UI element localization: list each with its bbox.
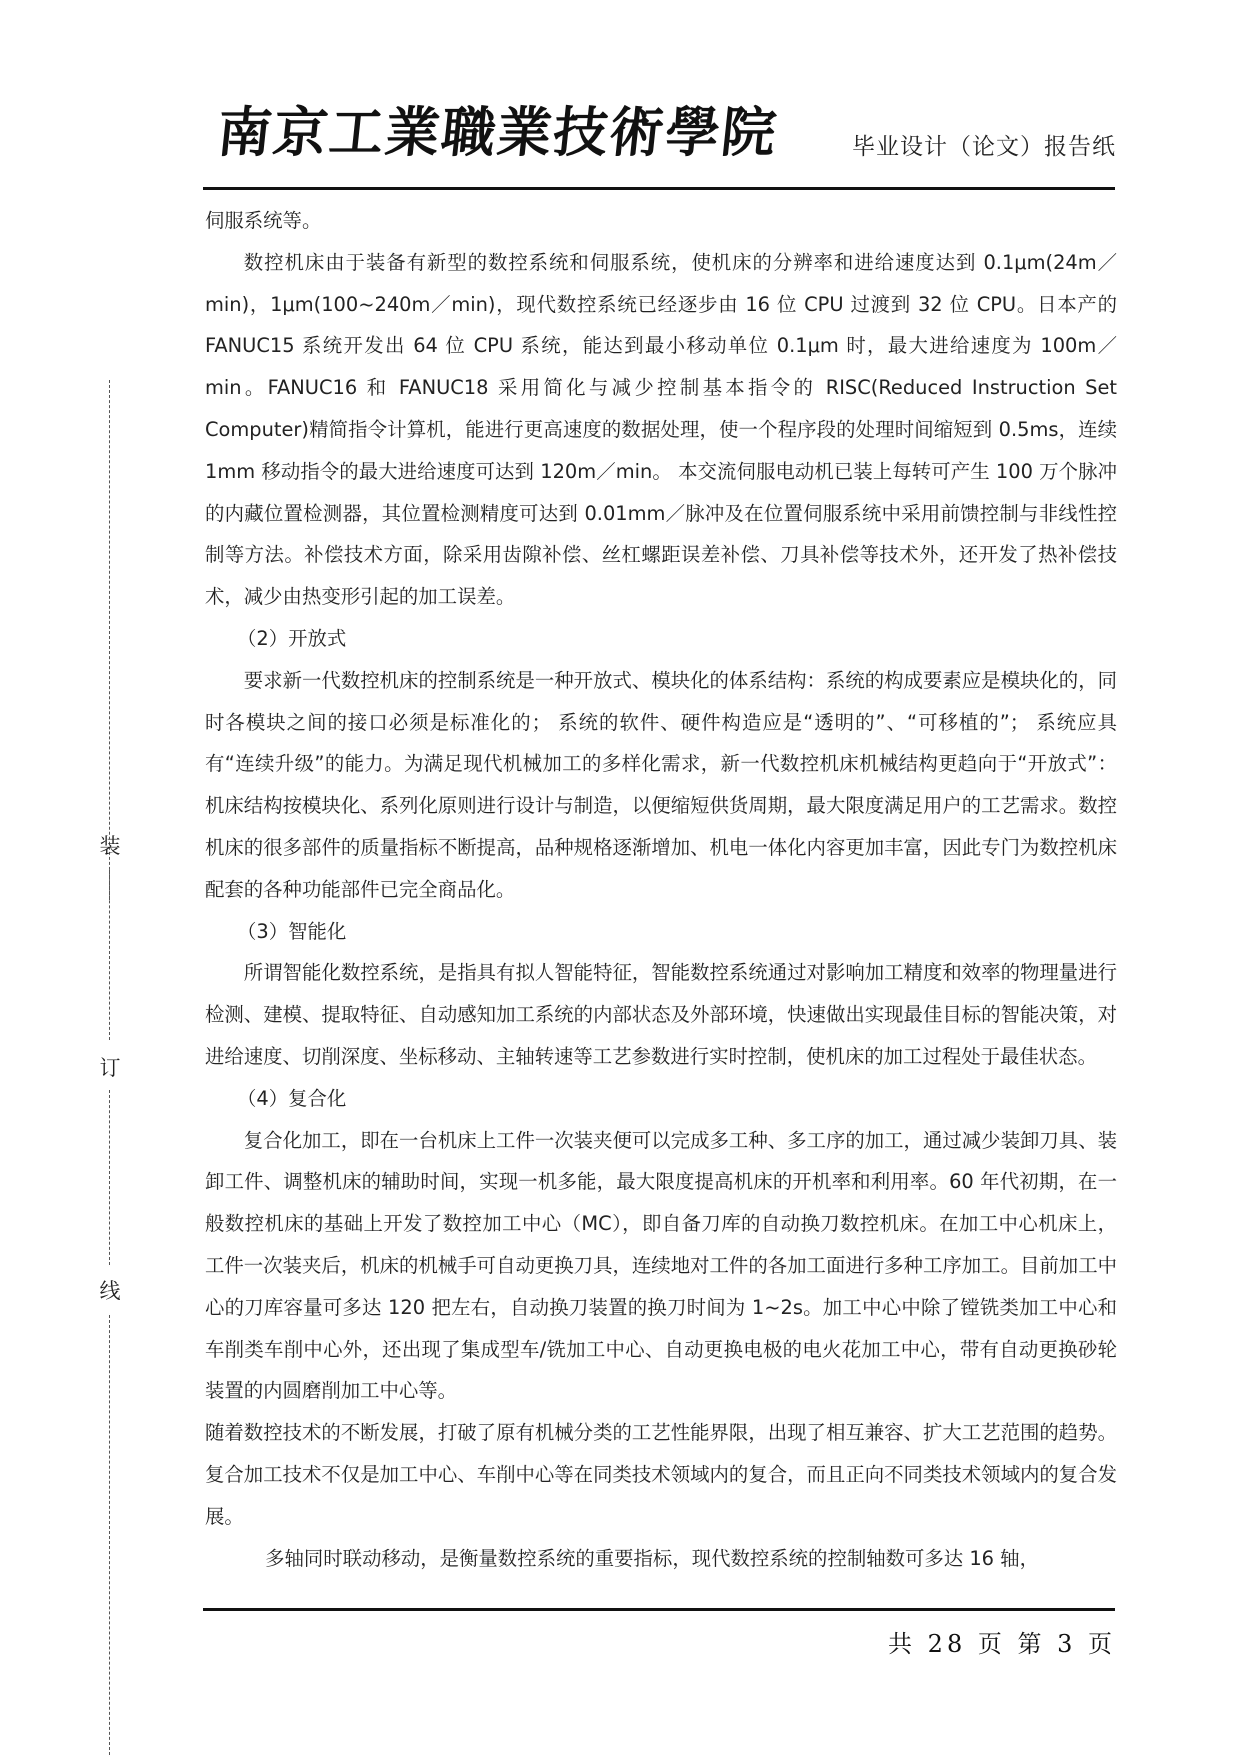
paragraph: 要求新一代数控机床的控制系统是一种开放式、模块化的体系结构：系统的构成要素应是模块化的，同时各模块之间的接口必须是标准化的； 系统的软件、硬件构造应是“透明的”、“可移植的”； 系统应具有“连续升级”的能力。为满足现代机械加工的多样化需求，新一代数控机床机械结构更趋向于“开放式”：机床结构按模块化、系列化原则进行设计与制造，以便缩短供货周期，最大限度满足用户的工艺需求。数控机床的很多部件的质量指标不断提高，品种规格逐渐增加、机电一体化内容更加丰富，因此专门为数控机床配套的各种功能部件已完全商品化。 [205,668,1117,901]
paragraph: 所谓智能化数控系统，是指具有拟人智能特征，智能数控系统通过对影响加工精度和效率的物理量进行检测、建模、提取特征、自动感知加工系统的内部状态及外部环境，快速做出实现最佳目标的智能决策，对进给速度、切削深度、坐标移动、主轴转速等工艺参数进行实时控制，使机床的加工过程处于最佳状态。 [205,961,1117,1068]
binding-char-zhuang: 装 [99,834,121,858]
footer-divider [203,1608,1115,1611]
binding-char-xian: 线 [99,1279,121,1303]
page-number: 共 28 页 第 3 页 [888,1630,1116,1658]
paragraph: 数控机床由于装备有新型的数控系统和伺服系统，使机床的分辨率和进给速度达到 0.1μm(24m／min)，1μm(100~240m／min)，现代数控系统已经逐步由 16 位 CPU 过渡到 32 位 CPU。日本产的 FANUC15 系统开发出 64 位 CPU 系统，能达到最小移动单位 0.1μm 时，最大进给速度为 100m／min。FANUC16 和 FANUC18 采用简化与减少控制基本指令的 RISC(Reduced Instruction Set Computer)精简指令计算机，能进行更高速度的数据处理，使一个程序段的处理时间缩短到 0.5ms，连续 1mm 移动指令的最大进给速度可达到 120m／min。 本交流伺服电动机已装上每转可产生 100 万个脉冲的内藏位置检测器，其位置检测精度可达到 0.01mm／脉冲及在位置伺服系统中采用前馈控制与非线性控制等方法。补偿技术方面，除采用齿隙补偿、丝杠螺距误差补偿、刀具补偿等技术外，还开发了热补偿技术，减少由热变形引起的加工误差。 [205,250,1117,609]
paragraph: 复合化加工，即在一台机床上工件一次装夹便可以完成多工种、多工序的加工，通过减少装卸刀具、装卸工件、调整机床的辅助时间，实现一机多能，最大限度提高机床的开机率和利用率。60 年代初期，在一般数控机床的基础上开发了数控加工中心（MC），即自备刀库的自动换刀数控机床。在加工中心机床上，工件一次装夹后，机床的机械手可自动更换刀具，连续地对工件的各加工面进行多种工序加工。目前加工中心的刀库容量可多达 120 把左右，自动换刀装置的换刀时间为 1~2s。加工中心中除了镗铣类加工中心和车削类车削中心外，还出现了集成型车/铣加工中心、自动更换电极的电火花加工中心，带有自动更换砂轮装置的内圆磨削加工中心等。 [205,1128,1117,1403]
binding-line [96,380,124,1755]
section-heading: （2）开放式 [237,626,347,650]
body-content [205,200,1117,1579]
paragraph: 多轴同时联动移动，是衡量数控系统的重要指标，现代数控系统的控制轴数可多达 16 轴， [265,1546,1039,1570]
section-heading: （4）复合化 [237,1086,347,1110]
binding-dash [109,1315,110,1755]
document-type: 毕业设计（论文）报告纸 [852,134,1116,160]
binding-dash [109,870,110,1040]
paragraph: 伺服系统等。 [205,209,322,232]
binding-dash [109,380,110,900]
school-logo: 南京工業職業技術學院 [214,100,781,164]
section-heading: （3）智能化 [237,919,347,943]
binding-char-ding: 订 [99,1056,121,1080]
header-divider [203,187,1115,190]
binding-dash [109,1090,110,1265]
paragraph: 随着数控技术的不断发展，打破了原有机械分类的工艺性能界限，出现了相互兼容、扩大工艺范围的趋势。复合加工技术不仅是加工中心、车削中心等在同类技术领域内的复合，而且正向不同类技术领域内的复合发展。 [205,1421,1117,1528]
